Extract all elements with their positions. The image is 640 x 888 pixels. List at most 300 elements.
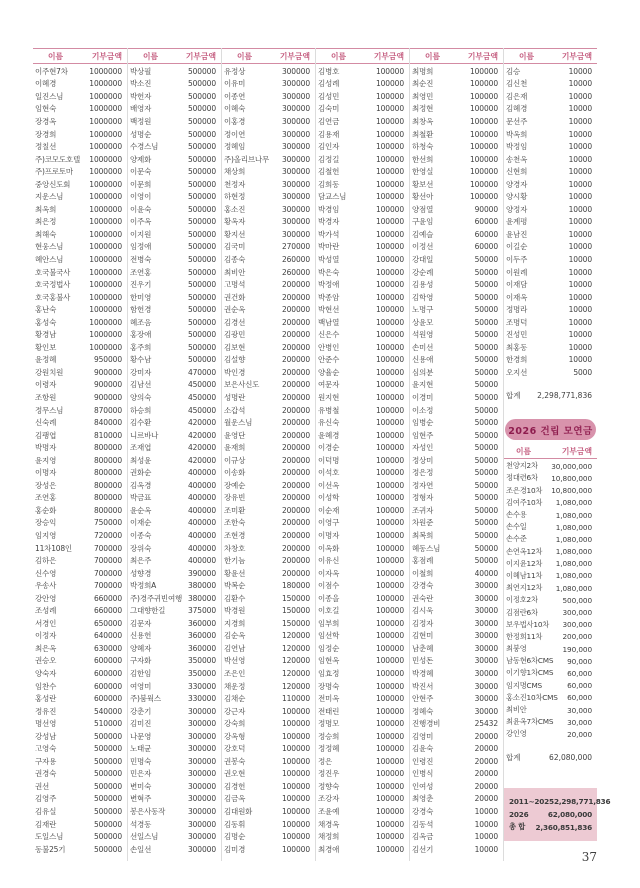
donation-amount: 400000 [187, 468, 216, 478]
donation-amount: 500000 [93, 781, 122, 791]
donation-amount: 100000 [375, 769, 404, 779]
donor-name: 임지명CMS [506, 680, 542, 690]
donor-row [222, 655, 315, 668]
donor-row [128, 178, 221, 191]
donation-amount: 1000000 [89, 129, 122, 139]
donor-row [410, 178, 503, 191]
donor-name: 정칠선 [35, 142, 57, 152]
donation-amount: 50000 [474, 292, 498, 302]
donor-row [316, 404, 409, 417]
donor-row [316, 341, 409, 354]
donor-row [316, 429, 409, 442]
donor-row [222, 203, 315, 216]
donor-rows [504, 65, 597, 379]
donor-row [410, 228, 503, 241]
donation-amount: 720000 [93, 531, 122, 540]
donor-name: 최정현 [412, 104, 434, 114]
donor-row [33, 165, 127, 178]
donor-row [128, 303, 221, 316]
donor-name: 월운스님 [224, 418, 253, 428]
donor-row [504, 316, 597, 329]
donation-amount: 300000 [281, 167, 310, 177]
donor-row [504, 78, 597, 91]
donor-row [410, 291, 503, 304]
donation-amount: 500,000 [562, 595, 592, 605]
donation-amount: 20000 [474, 781, 498, 791]
donor-row [222, 592, 315, 605]
donor-name: 인령진 [412, 756, 434, 766]
donation-amount: 100000 [281, 832, 310, 842]
donor-row [33, 65, 127, 78]
donor-name: 송천옥 [506, 154, 528, 164]
donor-name: 권오현 [224, 769, 246, 779]
donor-name: 이지원 [130, 229, 152, 239]
donation-amount: 10000 [474, 807, 498, 817]
donor-row [410, 115, 503, 128]
donation-amount: 100000 [375, 455, 404, 465]
summary-value: 2,298,771,836 [553, 796, 611, 806]
donor-name: 윤정혜 [35, 355, 57, 365]
column-header [504, 48, 597, 64]
donor-row [410, 492, 503, 505]
donor-row [410, 717, 503, 730]
grand-total-value: 2,298,771,836 [537, 391, 592, 401]
donation-amount: 100000 [375, 267, 404, 277]
donation-amount: 350000 [187, 669, 216, 679]
donation-amount: 200000 [281, 367, 310, 377]
donor-row [316, 605, 409, 618]
donation-amount: 10,800,000 [551, 486, 592, 496]
donor-row [410, 630, 503, 643]
donor-name: 하승희 [130, 405, 152, 415]
donation-amount: 100000 [375, 367, 404, 377]
donor-row [222, 605, 315, 618]
donation-amount: 50000 [474, 280, 498, 290]
donation-amount: 30000 [474, 706, 498, 716]
donor-row [222, 529, 315, 542]
donor-row [410, 165, 503, 178]
donor-name: 김신천 [506, 79, 528, 89]
donor-row [504, 570, 597, 582]
donor-row [410, 354, 503, 367]
donor-row [128, 755, 221, 768]
donor-row [410, 529, 503, 542]
donation-amount: 100000 [375, 568, 404, 578]
donor-row [316, 90, 409, 103]
donor-row [222, 115, 315, 128]
donation-amount: 100000 [375, 744, 404, 754]
donor-row [504, 472, 597, 484]
donor-row [222, 379, 315, 392]
donor-rows [33, 65, 127, 855]
donor-row [128, 579, 221, 592]
donor-row [33, 341, 127, 354]
donor-name: 진성민 [506, 330, 528, 340]
donor-row [222, 768, 315, 781]
donor-row [504, 545, 597, 557]
donor-name: 이자옥 [318, 568, 340, 578]
donor-row [128, 216, 221, 229]
donor-name: 11차108인 [35, 543, 72, 553]
donation-amount: 30000 [474, 669, 498, 679]
donation-amount: 100000 [469, 179, 498, 189]
donor-row [33, 680, 127, 693]
donor-row [33, 90, 127, 103]
donor-row [410, 416, 503, 429]
donor-name: 정은 [318, 756, 333, 766]
donation-amount: 1000000 [89, 330, 122, 340]
donor-name: 조명덕 [506, 317, 528, 327]
donation-amount: 60,000 [567, 693, 592, 703]
donor-row [128, 354, 221, 367]
donation-amount: 10000 [568, 292, 592, 302]
donor-row [222, 504, 315, 517]
donor-row [33, 303, 127, 316]
donor-name: 김정길 [318, 154, 340, 164]
donor-row [222, 818, 315, 831]
donor-row [410, 278, 503, 291]
donor-name: 강원치원 [35, 367, 64, 377]
donor-name: 김연금 [318, 116, 340, 126]
donor-name: 석경동 [130, 819, 152, 829]
donor-name: 이정호2차 [506, 595, 538, 605]
donation-amount: 20000 [474, 744, 498, 754]
donor-row [316, 705, 409, 718]
donor-name: 조현경 [224, 531, 246, 540]
donor-name: 최연지12차 [506, 583, 543, 593]
donor-row [316, 140, 409, 153]
donation-amount: 420000 [187, 443, 216, 453]
donation-amount: 400000 [187, 480, 216, 490]
donor-name: 김설향 [224, 355, 246, 365]
donation-amount: 360000 [187, 631, 216, 641]
donor-name: 지운스님 [35, 192, 64, 202]
donor-name: 정무스님 [35, 405, 64, 415]
donation-amount: 200000 [281, 443, 310, 453]
donor-row [33, 429, 127, 442]
donation-amount: 800000 [93, 468, 122, 478]
donation-amount: 30000 [474, 606, 498, 616]
donation-amount: 100000 [375, 505, 404, 515]
donor-name: 이유미 [224, 79, 246, 89]
donor-row [33, 843, 127, 856]
donation-amount: 100000 [375, 142, 404, 152]
donation-amount: 900000 [93, 392, 122, 402]
donor-row [128, 805, 221, 818]
donor-name: 이두주 [506, 254, 528, 264]
donor-row [410, 655, 503, 668]
donor-name: 임정애 [130, 242, 152, 252]
donation-amount: 200000 [281, 505, 310, 515]
donation-amount: 100000 [375, 280, 404, 290]
donor-row [504, 354, 597, 367]
donor-row [222, 416, 315, 429]
donor-row [33, 743, 127, 756]
summary-row [509, 808, 592, 821]
donation-amount: 1,080,000 [555, 534, 592, 544]
donor-name: 강순례 [412, 267, 434, 277]
donor-name: 강춘기 [130, 706, 152, 716]
donor-name: 최명희 [412, 66, 434, 76]
donor-row [33, 517, 127, 530]
donation-amount: 500000 [93, 744, 122, 754]
donor-row [33, 241, 127, 254]
donation-amount: 60000 [474, 229, 498, 239]
donor-name: 정진우 [318, 769, 340, 779]
donation-amount: 100000 [281, 819, 310, 829]
donor-row [33, 655, 127, 668]
donor-name: 김영주 [35, 794, 57, 804]
donation-amount: 600000 [93, 656, 122, 666]
donor-name: 호국불국사 [35, 267, 71, 277]
donor-name: 심의분 [412, 367, 434, 377]
donor-name: 임현옥 [318, 656, 340, 666]
donation-amount: 30000 [474, 581, 498, 591]
donor-row [410, 818, 503, 831]
donor-row [222, 743, 315, 756]
donor-row [128, 379, 221, 392]
donor-name: 조은경10차 [506, 485, 543, 495]
donor-row [410, 78, 503, 91]
donor-rows [128, 65, 221, 855]
donor-row [128, 554, 221, 567]
donation-amount: 300,000 [562, 620, 592, 630]
donor-name: 김종숙 [224, 254, 246, 264]
donor-row [316, 667, 409, 680]
donation-amount: 100000 [375, 844, 404, 854]
donor-row [410, 755, 503, 768]
donation-amount: 375000 [187, 606, 216, 616]
donor-row [410, 605, 503, 618]
donor-row [410, 404, 503, 417]
donor-name: 이경미 [412, 392, 434, 402]
donor-row [128, 78, 221, 91]
donor-row [222, 253, 315, 266]
donor-row [504, 533, 597, 545]
donor-row [222, 303, 315, 316]
donor-row [128, 680, 221, 693]
donor-row [33, 805, 127, 818]
donation-amount: 10000 [568, 104, 592, 114]
donor-row [128, 504, 221, 517]
donor-name: 권승오 [35, 656, 57, 666]
donor-name: 김성민 [318, 91, 340, 101]
donation-amount: 150000 [281, 606, 310, 616]
donation-amount: 10000 [568, 280, 592, 290]
donor-name: 유정상 [224, 66, 246, 76]
donor-name: 박경임 [318, 204, 340, 214]
donor-name: 정이연 [224, 129, 246, 139]
donation-amount: 100000 [281, 844, 310, 854]
donor-row [316, 228, 409, 241]
donor-row [222, 567, 315, 580]
donor-name: 이경순 [318, 443, 340, 453]
donation-amount: 100000 [375, 443, 404, 453]
donor-name: 정정혜 [318, 744, 340, 754]
donor-row [33, 416, 127, 429]
donor-row [316, 354, 409, 367]
donor-name: 강안영 [35, 593, 57, 603]
donor-name: 전미옥 [318, 694, 340, 704]
donor-name: 임병순 [412, 418, 434, 428]
donation-amount: 200000 [281, 305, 310, 315]
donor-name: 양혜자 [130, 643, 152, 653]
donation-amount: 100000 [469, 104, 498, 114]
donor-name: 변미숙 [130, 781, 152, 791]
donor-row [222, 492, 315, 505]
donation-amount: 10000 [568, 305, 592, 315]
donor-name: 진우기 [130, 280, 152, 290]
donor-row [33, 316, 127, 329]
donor-name: 윤지현 [412, 380, 434, 390]
donor-name: 수경스님 [130, 142, 159, 152]
donor-name: 박마란 [318, 242, 340, 252]
donor-name: 상윤모 [412, 317, 434, 327]
donor-row [128, 291, 221, 304]
name-header: 이름 [48, 51, 64, 61]
donor-name: 최은옥 [35, 643, 57, 653]
donation-amount: 30000 [474, 681, 498, 691]
donation-amount: 1,080,000 [555, 583, 592, 593]
donation-amount: 100000 [375, 430, 404, 440]
donation-amount: 100000 [375, 192, 404, 202]
donation-amount: 200000 [281, 355, 310, 365]
donation-amount: 500000 [93, 832, 122, 842]
donor-row [33, 404, 127, 417]
donor-row [33, 379, 127, 392]
donor-row [504, 103, 597, 116]
donor-row [410, 429, 503, 442]
donation-amount: 300000 [281, 142, 310, 152]
donor-name: 구자용 [35, 756, 57, 766]
donor-name: 이원례 [506, 267, 528, 277]
donor-row [33, 140, 127, 153]
donation-amount: 1000000 [89, 79, 122, 89]
donation-amount: 1000000 [89, 104, 122, 114]
donation-amount: 500000 [187, 267, 216, 277]
donor-row [316, 630, 409, 643]
donor-row [128, 328, 221, 341]
donor-row [128, 90, 221, 103]
donation-amount: 100000 [375, 694, 404, 704]
donor-name: 윤영단 [224, 430, 246, 440]
donor-row [33, 391, 127, 404]
donor-row [316, 454, 409, 467]
donor-row [128, 153, 221, 166]
donor-row [504, 606, 597, 618]
donation-amount: 500000 [93, 819, 122, 829]
donation-amount: 300000 [187, 706, 216, 716]
donation-amount: 50000 [474, 531, 498, 540]
donation-amount: 50000 [474, 430, 498, 440]
donor-row [316, 253, 409, 266]
donation-amount: 100000 [375, 405, 404, 415]
donation-amount: 100000 [375, 593, 404, 603]
donation-amount: 500000 [187, 91, 216, 101]
donation-amount: 100000 [375, 292, 404, 302]
donation-amount: 100000 [375, 317, 404, 327]
donor-name: 조귀자 [412, 505, 434, 515]
donor-row [33, 78, 127, 91]
donor-name: 이철희 [412, 568, 434, 578]
donor-row [410, 479, 503, 492]
donor-name: 신용애 [412, 355, 434, 365]
donor-name: 김점란6차 [506, 607, 538, 617]
donation-amount: 500000 [93, 794, 122, 804]
donor-name: 이덕명 [318, 455, 340, 465]
donor-row [410, 65, 503, 78]
donation-amount: 200000 [281, 468, 310, 478]
donor-name: 임현주 [412, 430, 434, 440]
donor-row [504, 190, 597, 203]
donor-name: 윤순옥 [130, 505, 152, 515]
donor-name: 김연남 [224, 643, 246, 653]
donor-name: 김팽엽 [35, 430, 57, 440]
donation-amount: 420000 [187, 430, 216, 440]
donor-row [33, 203, 127, 216]
donation-amount: 300000 [187, 719, 216, 729]
donor-name: 박종암 [318, 292, 340, 302]
donor-row [128, 103, 221, 116]
name-header: 이름 [143, 51, 159, 61]
donor-row [128, 605, 221, 618]
donor-name: 양경자 [506, 179, 528, 189]
donor-name: 김예슬 [412, 229, 434, 239]
donor-name: 원지현 [318, 392, 340, 402]
donor-row [222, 103, 315, 116]
donation-amount: 10000 [568, 229, 592, 239]
donor-row [410, 504, 503, 517]
donor-row [128, 115, 221, 128]
donation-amount: 10000 [568, 217, 592, 227]
donor-name: 명선영 [35, 719, 57, 729]
donor-name: 이혜남11차 [506, 570, 543, 580]
donor-row [222, 153, 315, 166]
donor-name: 이순재 [318, 505, 340, 515]
donor-name: 채정희 [318, 832, 340, 842]
donor-name: 이주현7차 [35, 66, 68, 76]
donor-name: 석원영 [412, 330, 434, 340]
donor-row [33, 454, 127, 467]
donor-name: 인여성 [412, 781, 434, 791]
donation-amount: 10,800,000 [551, 473, 592, 483]
donor-row [33, 592, 127, 605]
donor-name: 김동휘 [224, 819, 246, 829]
donor-name: 이석호 [318, 468, 340, 478]
donation-amount: 1,080,000 [555, 522, 592, 532]
donor-row [504, 655, 597, 667]
donor-name: 이기향1차CMS [506, 668, 554, 678]
donor-row [128, 241, 221, 254]
donor-row [33, 755, 127, 768]
donor-name: 강경숙 [412, 581, 434, 591]
donor-row [504, 521, 597, 533]
donation-amount: 100000 [281, 756, 310, 766]
donation-amount: 1000000 [89, 192, 122, 202]
donation-amount: 1,080,000 [555, 510, 592, 520]
amount-header: 기부금액 [561, 447, 592, 457]
donor-name: 김혜경 [506, 104, 528, 114]
donor-name: 조성례 [35, 606, 57, 616]
summary-label: 2011~2025 [509, 796, 554, 806]
donation-amount: 400000 [187, 531, 216, 540]
donation-amount: 400000 [187, 505, 216, 515]
donor-row [410, 454, 503, 467]
donor-row [410, 805, 503, 818]
donation-amount: 90000 [474, 204, 498, 214]
donation-amount: 380000 [187, 593, 216, 603]
donor-row [128, 278, 221, 291]
